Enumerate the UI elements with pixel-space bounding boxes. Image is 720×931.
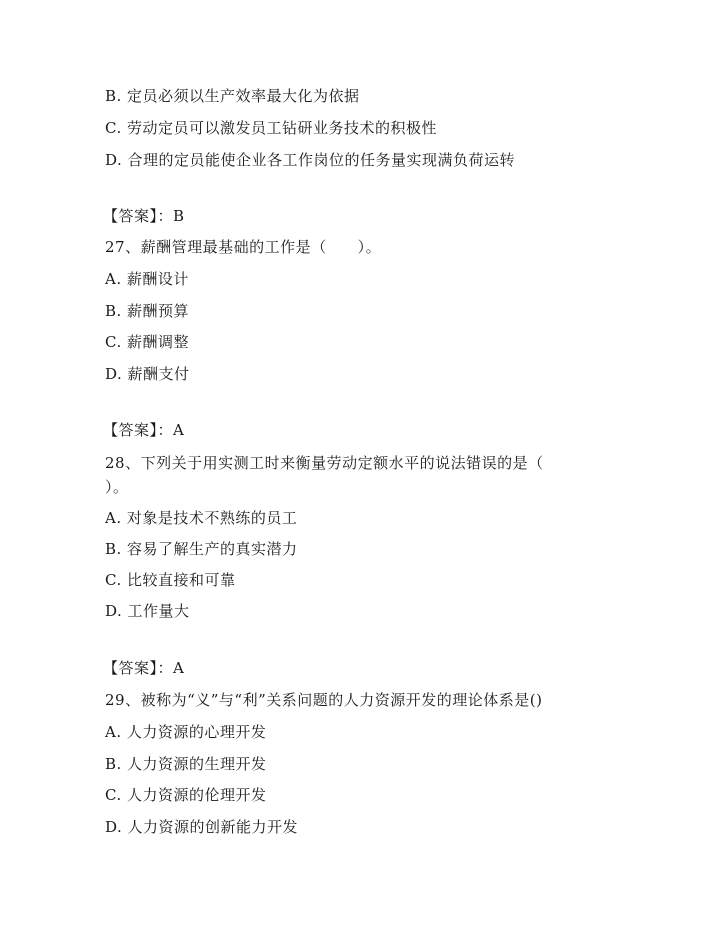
q27-option-d: D. 薪酬支付: [105, 365, 190, 383]
q27-answer: 【答案】：A: [103, 421, 185, 439]
q28-option-b: B. 容易了解生产的真实潜力: [105, 540, 298, 558]
q26-option-b: B. 定员必须以生产效率最大化为依据: [105, 87, 360, 105]
q28-answer: 【答案】：A: [103, 659, 185, 677]
q27-option-c: C. 薪酬调整: [105, 333, 189, 351]
q26-answer: 【答案】：B: [103, 207, 185, 225]
q26-option-d: D. 合理的定员能使企业各工作岗位的任务量实现满负荷运转: [105, 151, 516, 169]
q27-option-a: A. 薪酬设计: [105, 270, 189, 288]
q28-stem-line1: 28、下列关于用实测工时来衡量劳动定额水平的说法错误的是（: [105, 454, 544, 472]
q29-option-a: A. 人力资源的心理开发: [105, 723, 267, 741]
q29-stem: 29、被称为“义”与“利”关系问题的人力资源开发的理论体系是(): [105, 691, 543, 709]
q29-option-c: C. 人力资源的伦理开发: [105, 786, 267, 804]
q28-option-d: D. 工作量大: [105, 602, 190, 620]
q27-option-b: B. 薪酬预算: [105, 302, 190, 320]
q27-stem: 27、薪酬管理最基础的工作是（ ）。: [105, 238, 382, 256]
q28-option-a: A. 对象是技术不熟练的员工: [105, 509, 298, 527]
q28-stem-line2: ）。: [105, 478, 129, 496]
q29-option-d: D. 人力资源的创新能力开发: [105, 818, 299, 836]
q28-option-c: C. 比较直接和可靠: [105, 571, 236, 589]
q26-option-c: C. 劳动定员可以激发员工钻研业务技术的积极性: [105, 119, 437, 137]
q29-option-b: B. 人力资源的生理开发: [105, 755, 267, 773]
